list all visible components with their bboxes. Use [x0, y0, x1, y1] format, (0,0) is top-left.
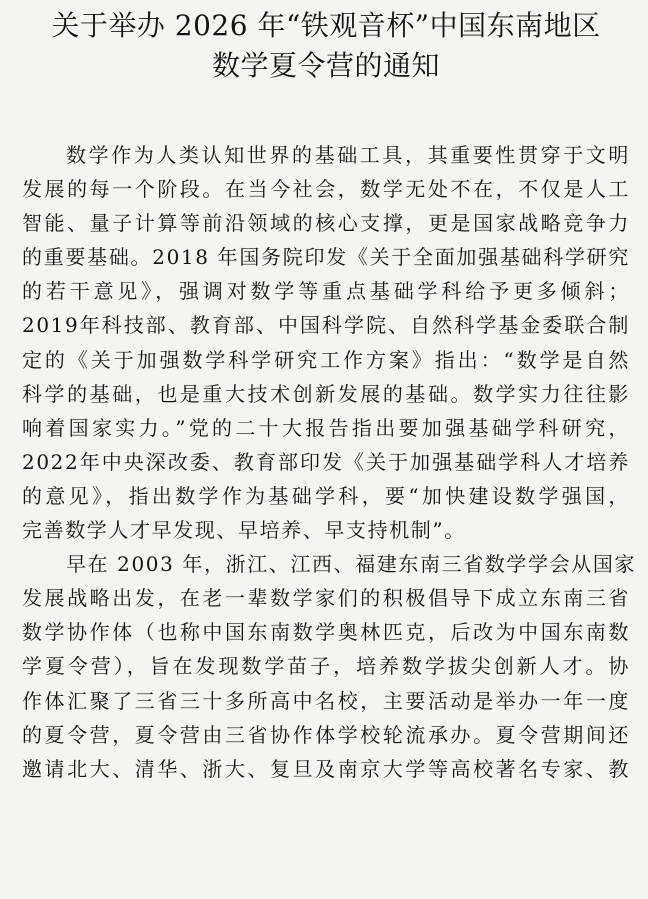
notice-title — [22, 6, 630, 86]
text-line: 的重要基础。2018 年国务院印发《关于全面加强基础科学研究 — [22, 245, 630, 270]
text-line: 的夏令营，夏令营由三省协作体学校轮流承办。夏令营期间还 — [22, 722, 630, 747]
text-line: 的若干意见》，强调对数学等重点基础学科给予更多倾斜； — [22, 279, 630, 304]
notice-body — [22, 138, 637, 786]
text-line: 邀请北大、清华、浙大、复旦及南京大学等高校著名专家、教 — [22, 756, 630, 781]
text-line: 学夏令营），旨在发现数学苗子，培养数学拔尖创新人才。协 — [22, 654, 630, 679]
text-line: 2022年中央深改委、教育部印发《关于加强基础学科人才培养 — [22, 449, 630, 474]
text-line: 发展战略出发，在老一辈数学家们的积极倡导下成立东南三省 — [22, 586, 630, 611]
text-line: 智能、量子计算等前沿领域的核心支撑，更是国家战略竞争力 — [22, 211, 630, 236]
text-line: 定的《关于加强数学科学研究工作方案》指出：“数学是自然 — [22, 347, 630, 372]
paragraph-1 — [22, 138, 630, 547]
text-line: 发展的每一个阶段。在当今社会，数学无处不在，不仅是人工 — [22, 177, 630, 202]
paragraph-2 — [22, 547, 637, 786]
text-line: 的意见》，指出数学作为基础学科，要“加快建设数学强国， — [22, 483, 630, 508]
text-line: 完善数学人才早发现、早培养、早支持机制”。 — [22, 518, 466, 543]
text-line: 2019年科技部、教育部、中国科学院、自然科学基金委联合制 — [22, 313, 630, 338]
text-line: 科学的基础，也是重大技术创新发展的基础。数学实力往往影 — [22, 381, 630, 406]
text-line: 数学作为人类认知世界的基础工具，其重要性贯穿于文明 — [66, 143, 630, 167]
text-line: 数学协作体（也称中国东南数学奥林匹克，后改为中国东南数 — [22, 620, 630, 645]
title-line-1: 关于举办 2026 年“铁观音杯”中国东南地区 — [51, 9, 601, 42]
text-line: 作体汇聚了三省三十多所高中名校，主要活动是举办一年一度 — [22, 688, 630, 713]
text-line: 早在 2003 年，浙江、江西、福建东南三省数学学会从国家 — [66, 552, 637, 577]
text-line: 响着国家实力。”党的二十大报告指出要加强基础学科研究， — [22, 415, 630, 440]
title-line-2: 数学夏令营的通知 — [211, 49, 440, 82]
